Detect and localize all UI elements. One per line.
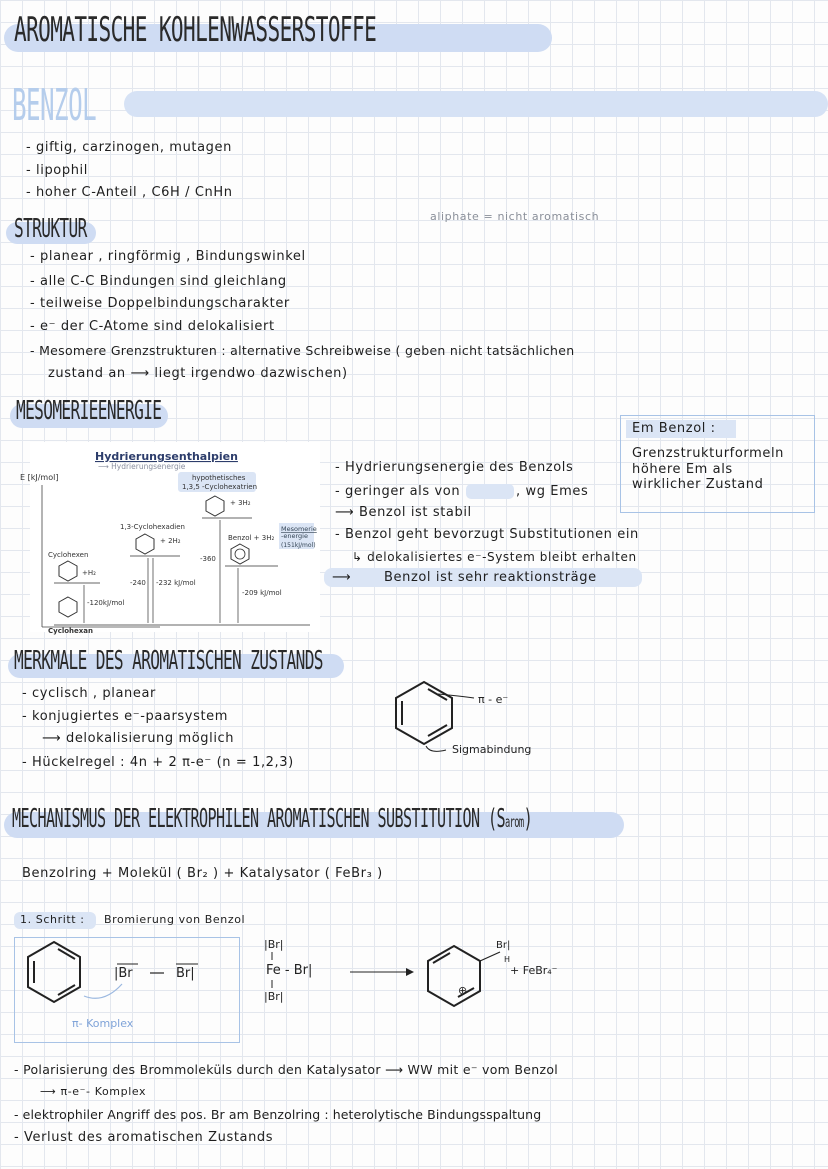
product-h: H: [504, 955, 511, 964]
diagram-cyclohexen: Cyclohexen: [48, 551, 89, 559]
diagram-title: Hydrierungsenthalpien: [95, 450, 238, 463]
benzol-bullet-3: - hoher C-Anteil , C6H / CnHn: [26, 185, 233, 200]
fe-mid: Fe - Br|: [266, 963, 313, 978]
em-benzol-line-1: Grenzstrukturformeln: [632, 446, 785, 461]
merkmale-bullet-1: - cyclisch , planear: [22, 686, 156, 701]
br-right: Br|: [176, 966, 195, 981]
product-br: Br|: [496, 940, 511, 951]
mechanismus-bullet-2: ⟶ π-e⁻- Komplex: [40, 1085, 147, 1098]
struktur-bullet-3: - teilweise Doppelbindungscharakter: [30, 296, 290, 311]
mesomerie-bullet-4: - Benzol geht bevorzugt Substitutionen ein: [335, 527, 639, 542]
mechanismus-heading-sub: arom: [504, 813, 524, 831]
benzol-bullet-1: - giftig, carzinogen, mutagen: [26, 140, 232, 155]
merkmale-heading: MERKMALE DES AROMATISCHEN ZUSTANDS: [14, 646, 323, 676]
diagram-mesomerie-1: Mesomerie: [281, 525, 317, 533]
struktur-bullet-2: - alle C-C Bindungen sind gleichlang: [30, 274, 287, 289]
step-label: 1. Schritt :: [20, 913, 85, 926]
product-plus: ⊕: [458, 984, 468, 997]
mesomerie-bullet-1: - Hydrierungsenergie des Benzols: [335, 460, 574, 475]
mesomerie-bullet-2: - geringer als von: [335, 484, 461, 499]
em-benzol-title: Em Benzol :: [632, 421, 716, 436]
mesomerie-bullet-6: Benzol ist sehr reaktionsträge: [384, 570, 597, 585]
page-title: AROMATISCHE KOHLENWASSERSTOFFE: [14, 10, 377, 50]
mesomerie-bullet-5: ↳ delokalisiertes e⁻-System bleibt erhalten: [352, 550, 637, 564]
mechanism-scheme: [14, 934, 614, 1044]
diagram-value-209: -209 kJ/mol: [242, 589, 282, 597]
step-title: Bromierung von Benzol: [104, 913, 246, 926]
benzol-highlight: [124, 91, 828, 117]
sigma-label: Sigmabindung: [452, 743, 532, 756]
mechanismus-heading-end: ): [523, 804, 533, 834]
benzol-heading: BENZOL: [12, 80, 97, 131]
merkmale-bullet-4: - Hückelregel : 4n + 2 π-e⁻ (n = 1,2,3): [22, 755, 294, 770]
hydrierung-chart: [20, 445, 320, 635]
aliphate-note: aliphate = nicht aromatisch: [430, 210, 600, 223]
struktur-heading: STRUKTUR: [14, 214, 87, 244]
mesomerie-bullet-2b: , wg Emes: [516, 484, 589, 499]
diagram-cyclohexadien: 1,3-Cyclohexadien: [120, 523, 185, 531]
diagram-plush2: +H₂: [82, 569, 96, 577]
diagram-value-240: -240: [130, 579, 146, 587]
diagram-value-232: -232 kJ/mol: [156, 579, 196, 587]
benzene-ring-structure: [390, 676, 560, 764]
diagram-plus3h2-top: + 3H₂: [230, 499, 251, 507]
benzol-bullet-2: - lipophil: [26, 163, 88, 178]
mechanismus-equation: Benzolring + Molekül ( Br₂ ) + Katalysator ( FeBr₃ ): [22, 866, 383, 881]
diagram-value-120: -120kJ/mol: [87, 599, 125, 607]
merkmale-bullet-3: ⟶ delokalisierung möglich: [42, 731, 235, 746]
diagram-ylabel: E [kJ/mol]: [20, 473, 59, 482]
mechanismus-bullet-4: - Verlust des aromatischen Zustands: [14, 1130, 274, 1145]
br-left: |Br: [114, 966, 133, 981]
diagram-value-360: -360: [200, 555, 216, 563]
diagram-hypothetisch-1: hypothetisches: [192, 474, 246, 482]
fe-top: |Br|: [264, 938, 284, 951]
mechanismus-heading: MECHANISMUS DER ELEKTROPHILEN AROMATISCHEN SUBSTITUTION (S: [12, 804, 505, 834]
struktur-bullet-1: - planear , ringförmig , Bindungswinkel: [30, 249, 306, 264]
reaktionstraege-arrow: ⟶: [332, 570, 352, 585]
mechanismus-bullet-3: - elektrophiler Angriff des pos. Br am Benzolring : heterolytische Bindungsspaltung: [14, 1107, 542, 1122]
pi-komplex-label: π- Komplex: [72, 1017, 134, 1030]
diagram-benzol3h2: Benzol + 3H₂: [228, 534, 275, 542]
cyclohexatrien-placeholder: [466, 484, 514, 499]
pi-e-label: π - e⁻: [478, 693, 509, 706]
em-benzol-line-3: wirklicher Zustand: [632, 477, 764, 492]
febr4: + FeBr₄⁻: [510, 964, 558, 977]
mechanismus-bullet-1: - Polarisierung des Brommoleküls durch den Katalysator ⟶ WW mit e⁻ vom Benzol: [14, 1062, 559, 1077]
struktur-bullet-5: - Mesomere Grenzstrukturen : alternative Schreibweise ( geben nicht tatsächlichen: [30, 343, 575, 358]
mesomerie-heading: MESOMERIEENERGIE: [16, 396, 162, 426]
mesomerie-bullet-3: ⟶ Benzol ist stabil: [335, 505, 472, 520]
diagram-mesomerie-3: (151kJ/mol): [281, 542, 316, 549]
struktur-bullet-4: - e⁻ der C-Atome sind delokalisiert: [30, 319, 275, 334]
em-benzol-line-2: höhere Em als: [632, 462, 733, 477]
diagram-cyclohexan: Cyclohexan: [48, 627, 94, 635]
diagram-hypothetisch-2: 1,3,5 -Cyclohexatrien: [182, 483, 258, 491]
struktur-bullet-6: zustand an ⟶ liegt irgendwo dazwischen): [48, 366, 348, 381]
mechanismus-heading-wrap: [12, 804, 532, 834]
merkmale-bullet-2: - konjugiertes e⁻-paarsystem: [22, 709, 229, 724]
diagram-mesomerie-2: -energie: [281, 532, 308, 540]
diagram-plus2h2: + 2H₂: [160, 537, 181, 545]
fe-bot: |Br|: [264, 990, 284, 1003]
diagram-subtitle: ⟶ Hydrierungsenergie: [98, 462, 186, 471]
